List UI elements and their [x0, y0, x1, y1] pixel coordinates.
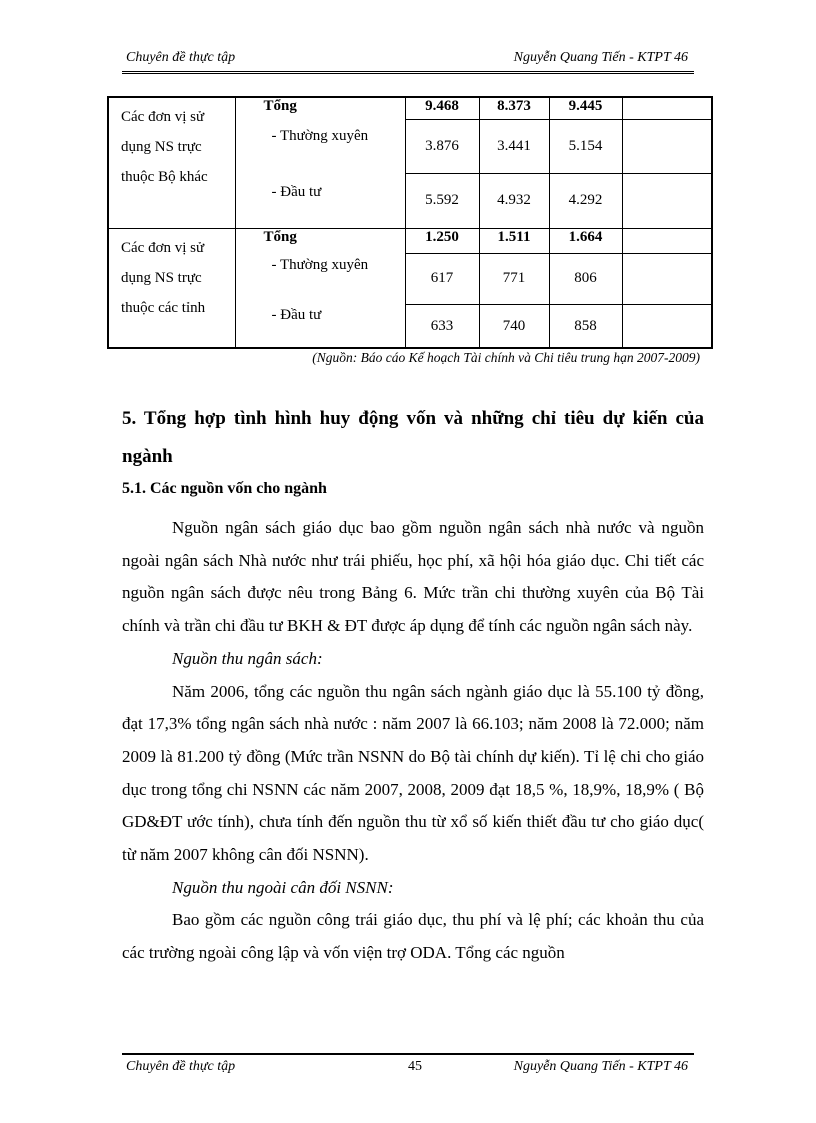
header-right: Nguyễn Quang Tiến - KTPT 46	[513, 50, 688, 65]
body-text	[122, 512, 704, 970]
value-cell: 740	[479, 305, 549, 348]
table-row	[108, 228, 712, 253]
value-cell	[622, 305, 712, 348]
category-cell	[235, 228, 405, 348]
value-cell: 806	[549, 253, 622, 304]
paragraph: Nguồn ngân sách giáo dục bao gồm nguồn ngân sách nhà nước và nguồn ngoài ngân sách Nhà nước như trái phiếu, học phí, xã hội hóa giáo dục. Chi tiết các nguồn ngân sách được nêu trong Bảng 6. Mức trần chi thường xuyên của Bộ Tài chính và trần chi đầu tư BKH & ĐT được áp dụng để tính các nguồn ngân sách này.	[122, 518, 704, 636]
subsection-heading: 5.1. Các nguồn vốn cho ngành	[122, 480, 327, 497]
unit-cell: Các đơn vị sử dụng NS trực thuộc các tỉnh	[108, 228, 235, 348]
value-cell: 5.154	[549, 120, 622, 173]
value-cell: 8.373	[479, 97, 549, 120]
value-cell	[622, 253, 712, 304]
value-cell: 3.876	[405, 120, 479, 173]
total-label: Tổng	[263, 228, 297, 245]
footer-right: Nguyễn Quang Tiến - KTPT 46	[513, 1059, 688, 1074]
footer-rule	[122, 1053, 694, 1055]
category-cell	[235, 97, 405, 228]
header-left: Chuyên đề thực tập	[126, 50, 236, 65]
paragraph: Bao gồm các nguồn công trái giáo dục, thu phí và lệ phí; các khoản thu của các trường ngoài công lập và vốn viện trợ ODA. Tổng các nguồn	[122, 910, 704, 963]
row-label: - Thường xuyên	[271, 128, 369, 144]
row-label: - Thường xuyên	[271, 256, 369, 273]
unit-cell: Các đơn vị sử dụng NS trực thuộc Bộ khác	[108, 97, 235, 228]
value-cell: 617	[405, 253, 479, 304]
paragraph: Năm 2006, tổng các nguồn thu ngân sách ngành giáo dục là 55.100 tỷ đồng, đạt 17,3% tổng ngân sách nhà nước : năm 2007 là 66.103; năm 2008 là 72.000; năm 2009 là 81.200 tỷ đồng (Mức trần NSNN do Bộ tài chính dự kiến). Tỉ lệ chi cho giáo dục trong tổng chi NSNN các năm 2007, 2008, 2009 đạt 18,5 %, 18,9%, 18,9% ( Bộ GD&ĐT ước tính), chưa tính đến nguồn thu từ xổ số kiến thiết đầu tư cho giáo dục( từ năm 2007 không cân đối NSNN).	[122, 681, 704, 865]
value-cell: 633	[405, 305, 479, 348]
value-cell: 858	[549, 305, 622, 348]
italic-subheading: Nguồn thu ngoài cân đối NSNN:	[172, 877, 394, 897]
total-label: Tổng	[263, 98, 297, 114]
value-cell	[622, 173, 712, 228]
value-cell: 1.250	[405, 228, 479, 253]
value-cell	[622, 228, 712, 253]
value-cell	[622, 97, 712, 120]
row-label: - Đầu tư	[271, 184, 322, 200]
value-cell: 5.592	[405, 173, 479, 228]
value-cell: 4.292	[549, 173, 622, 228]
value-cell: 9.468	[405, 97, 479, 120]
value-cell: 771	[479, 253, 549, 304]
row-label: - Đầu tư	[271, 306, 322, 323]
footer-left: Chuyên đề thực tập	[126, 1059, 236, 1074]
value-cell: 9.445	[549, 97, 622, 120]
value-cell: 4.932	[479, 173, 549, 228]
table-source: (Nguồn: Báo cáo Kế hoạch Tài chính và Chi tiêu trung hạn 2007-2009)	[312, 350, 700, 365]
table-row	[108, 97, 712, 120]
italic-subheading: Nguồn thu ngân sách:	[172, 648, 323, 668]
value-cell	[622, 120, 712, 173]
header-rule	[122, 71, 694, 74]
value-cell: 3.441	[479, 120, 549, 173]
value-cell: 1.664	[549, 228, 622, 253]
page-number: 45	[408, 1059, 422, 1074]
section-heading: 5. Tổng hợp tình hình huy động vốn và những chỉ tiêu dự kiến của ngành	[122, 408, 704, 467]
budget-table	[107, 96, 713, 349]
value-cell: 1.511	[479, 228, 549, 253]
